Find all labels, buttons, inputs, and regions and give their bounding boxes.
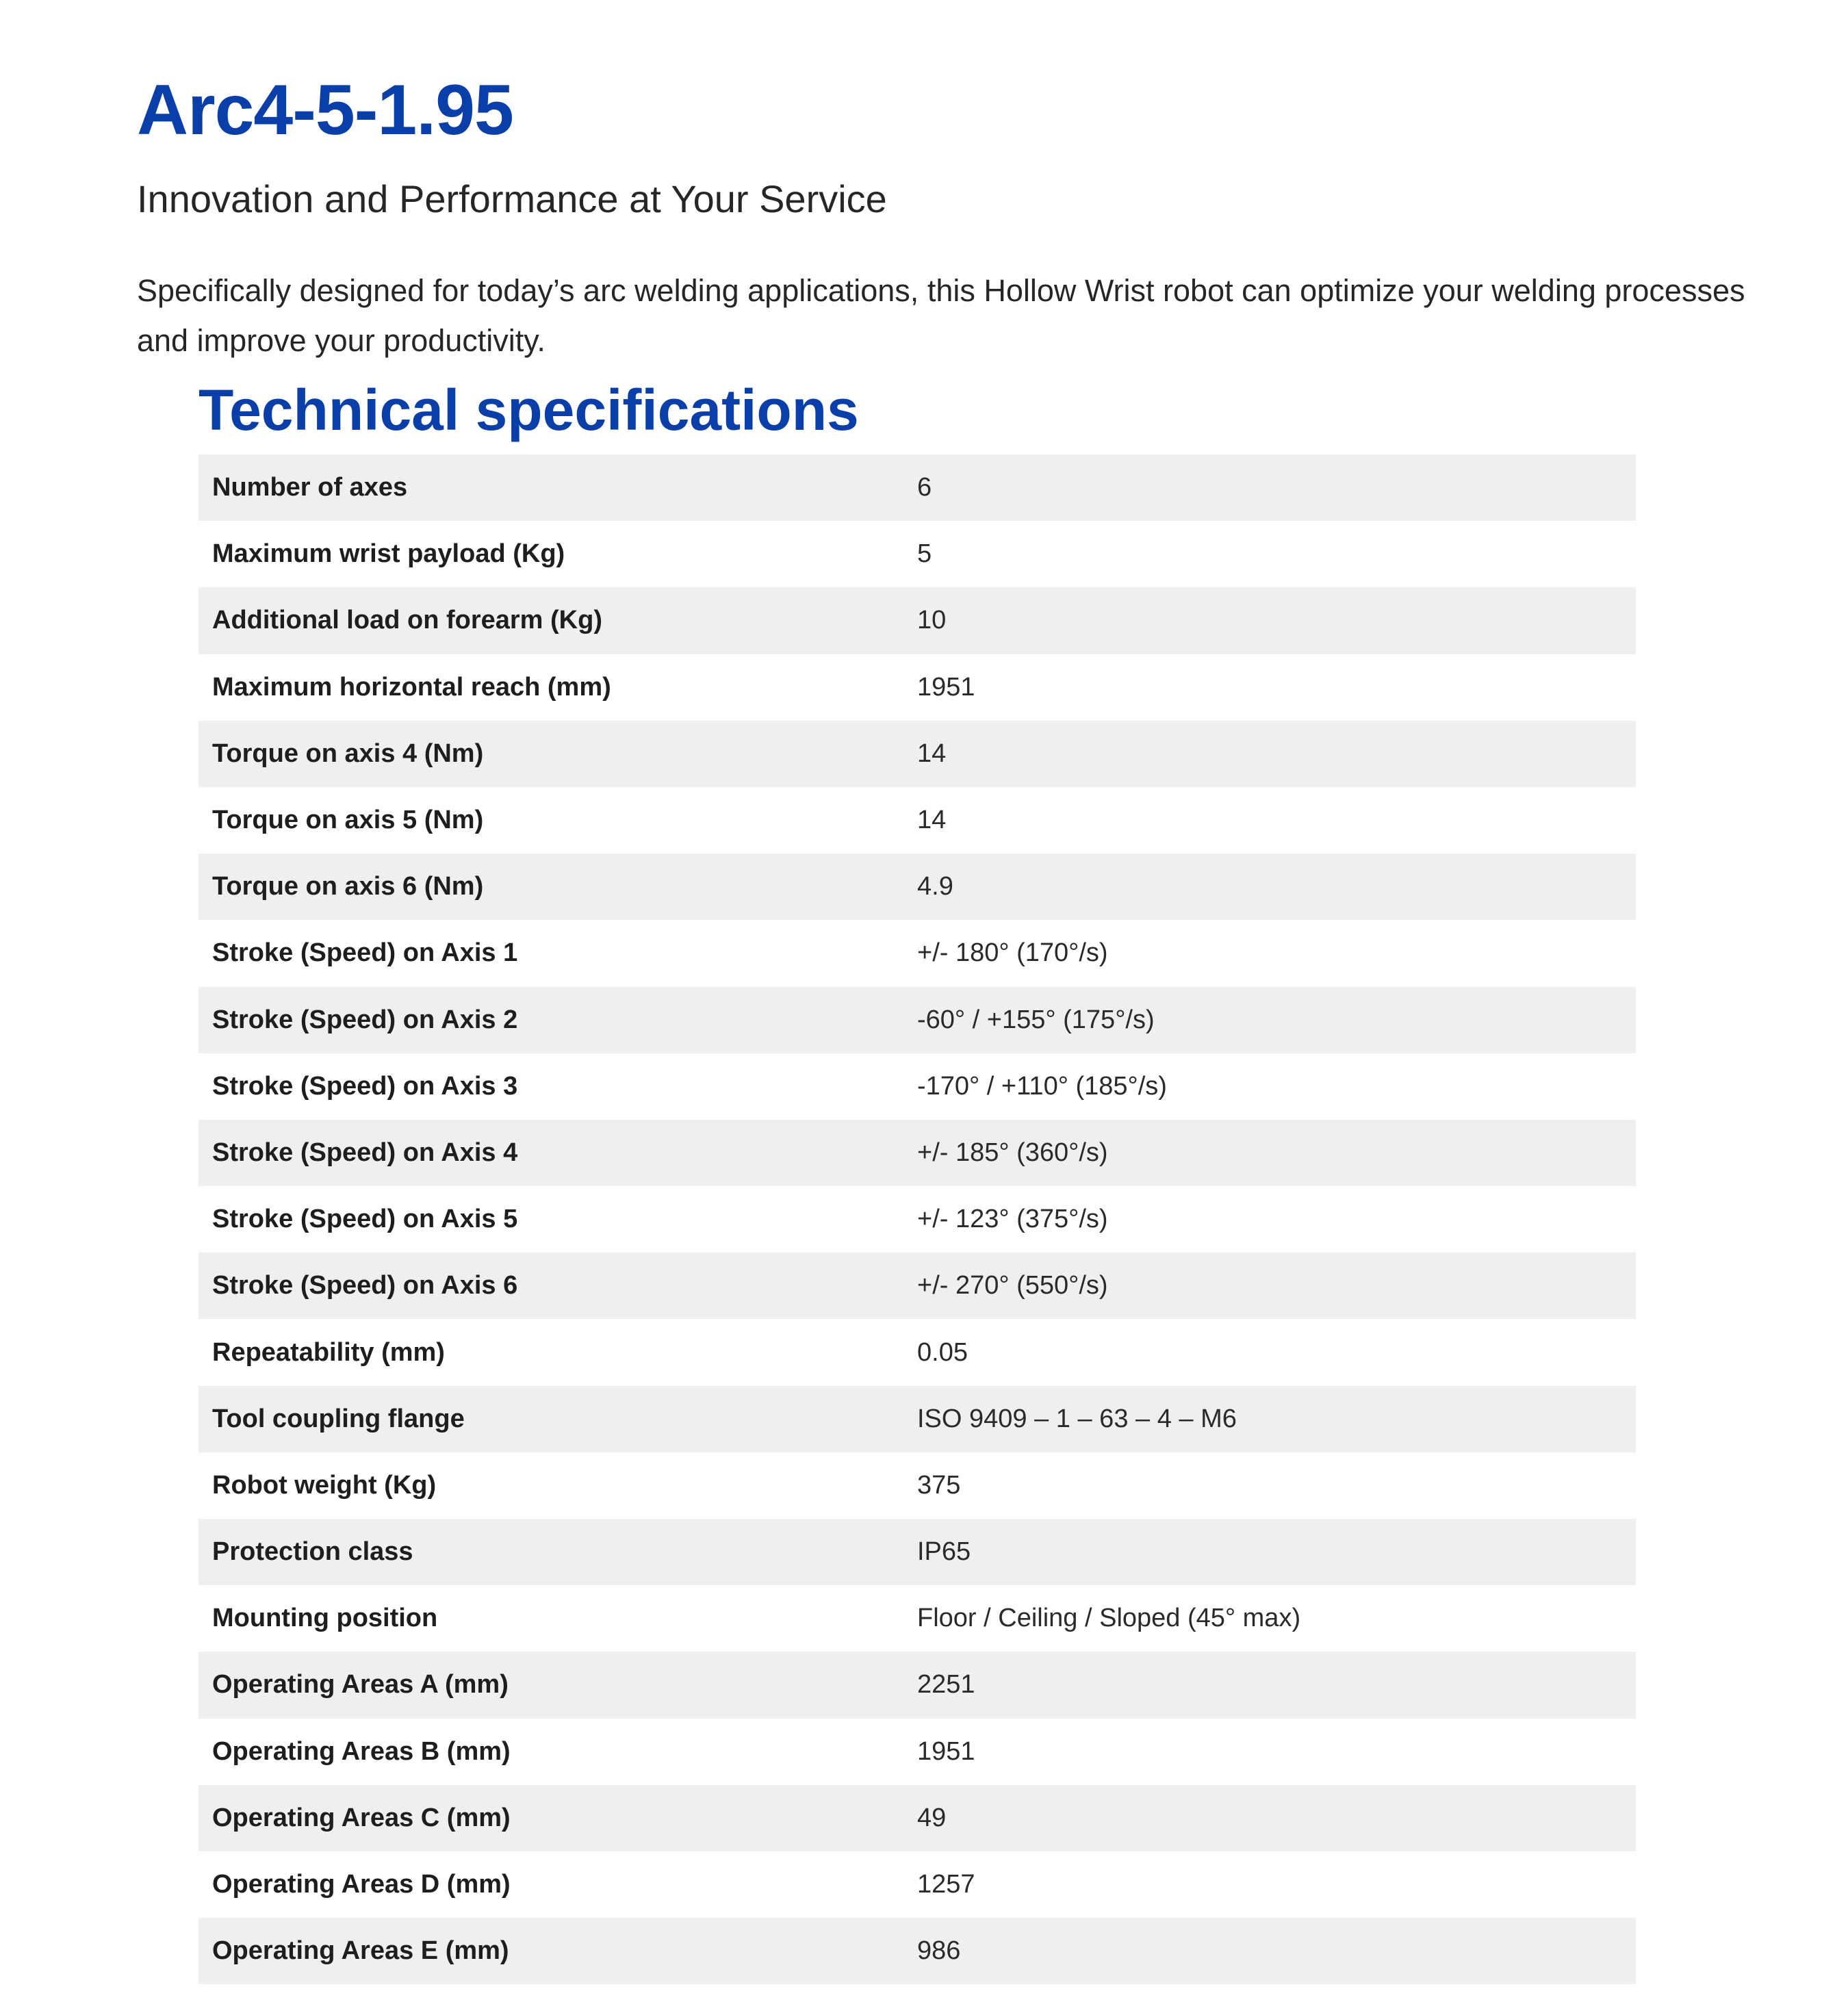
spec-row <box>198 1585 1636 1652</box>
spec-row <box>198 1452 1636 1519</box>
spec-row <box>198 920 1636 986</box>
spec-row <box>198 1319 1636 1385</box>
spec-value: 1951 <box>917 672 975 702</box>
spec-value: 14 <box>917 739 947 768</box>
product-description: Specifically designed for today’s arc welding applications, this Hollow Wrist robot can optimize your welding processes and improve your productivity. <box>137 273 1745 358</box>
spec-label: Mounting position <box>212 1604 438 1633</box>
spec-value: +/- 180° (170°/s) <box>917 938 1108 968</box>
spec-row <box>198 454 1636 521</box>
spec-label: Stroke (Speed) on Axis 6 <box>212 1271 518 1300</box>
spec-value: 1951 <box>917 1736 975 1766</box>
spec-value: 5 <box>917 539 932 569</box>
spec-row <box>198 1719 1636 1785</box>
spec-label: Operating Areas B (mm) <box>212 1736 511 1766</box>
spec-value: +/- 270° (550°/s) <box>917 1271 1108 1300</box>
spec-value: IP65 <box>917 1537 971 1567</box>
spec-label: Stroke (Speed) on Axis 2 <box>212 1005 518 1034</box>
spec-value: 6 <box>917 473 932 502</box>
spec-row <box>198 1851 1636 1918</box>
spec-row <box>198 1186 1636 1253</box>
spec-label: Protection class <box>212 1537 413 1567</box>
spec-row <box>198 854 1636 920</box>
spec-row <box>198 987 1636 1053</box>
specs-table <box>198 454 1636 1984</box>
spec-value: 2251 <box>917 1670 975 1699</box>
spec-row <box>198 587 1636 654</box>
spec-label: Torque on axis 6 (Nm) <box>212 872 484 901</box>
spec-label: Stroke (Speed) on Axis 3 <box>212 1071 518 1101</box>
spec-label: Stroke (Speed) on Axis 1 <box>212 938 518 968</box>
spec-row <box>198 1253 1636 1319</box>
spec-row <box>198 521 1636 587</box>
spec-label: Additional load on forearm (Kg) <box>212 606 602 635</box>
spec-row <box>198 1519 1636 1585</box>
spec-value: 986 <box>917 1936 961 1966</box>
spec-value: -60° / +155° (175°/s) <box>917 1005 1155 1034</box>
spec-row <box>198 654 1636 721</box>
spec-row <box>198 787 1636 854</box>
spec-value: 1257 <box>917 1870 975 1899</box>
spec-row <box>198 1386 1636 1452</box>
spec-value: 4.9 <box>917 872 953 901</box>
spec-row <box>198 721 1636 787</box>
spec-label: Torque on axis 4 (Nm) <box>212 739 484 768</box>
spec-label: Stroke (Speed) on Axis 4 <box>212 1138 518 1167</box>
spec-row <box>198 1053 1636 1120</box>
spec-row <box>198 1918 1636 1984</box>
page-title: Arc4-5-1.95 <box>137 70 513 150</box>
spec-value: -170° / +110° (185°/s) <box>917 1071 1167 1101</box>
spec-label: Repeatability (mm) <box>212 1337 445 1367</box>
spec-label: Maximum horizontal reach (mm) <box>212 672 611 702</box>
spec-value: 49 <box>917 1803 947 1832</box>
spec-value: +/- 123° (375°/s) <box>917 1205 1108 1234</box>
spec-row <box>198 1120 1636 1186</box>
spec-label: Operating Areas E (mm) <box>212 1936 509 1966</box>
spec-value: +/- 185° (360°/s) <box>917 1138 1108 1167</box>
spec-value: 375 <box>917 1470 961 1500</box>
page-subtitle: Innovation and Performance at Your Service <box>137 177 887 220</box>
spec-value: 10 <box>917 606 947 635</box>
spec-label: Stroke (Speed) on Axis 5 <box>212 1205 518 1234</box>
spec-label: Number of axes <box>212 473 408 502</box>
spec-label: Maximum wrist payload (Kg) <box>212 539 565 569</box>
spec-label: Operating Areas D (mm) <box>212 1870 511 1899</box>
spec-row <box>198 1652 1636 1718</box>
spec-value: 14 <box>917 806 947 835</box>
spec-label: Tool coupling flange <box>212 1404 465 1433</box>
spec-row <box>198 1785 1636 1851</box>
spec-value: 0.05 <box>917 1337 968 1367</box>
spec-label: Torque on axis 5 (Nm) <box>212 806 484 835</box>
spec-label: Robot weight (Kg) <box>212 1470 437 1500</box>
spec-value: Floor / Ceiling / Sloped (45° max) <box>917 1604 1301 1633</box>
spec-value: ISO 9409 – 1 – 63 – 4 – M6 <box>917 1404 1237 1433</box>
spec-label: Operating Areas C (mm) <box>212 1803 511 1832</box>
specs-heading: Technical specifications <box>198 378 859 442</box>
spec-label: Operating Areas A (mm) <box>212 1670 509 1699</box>
